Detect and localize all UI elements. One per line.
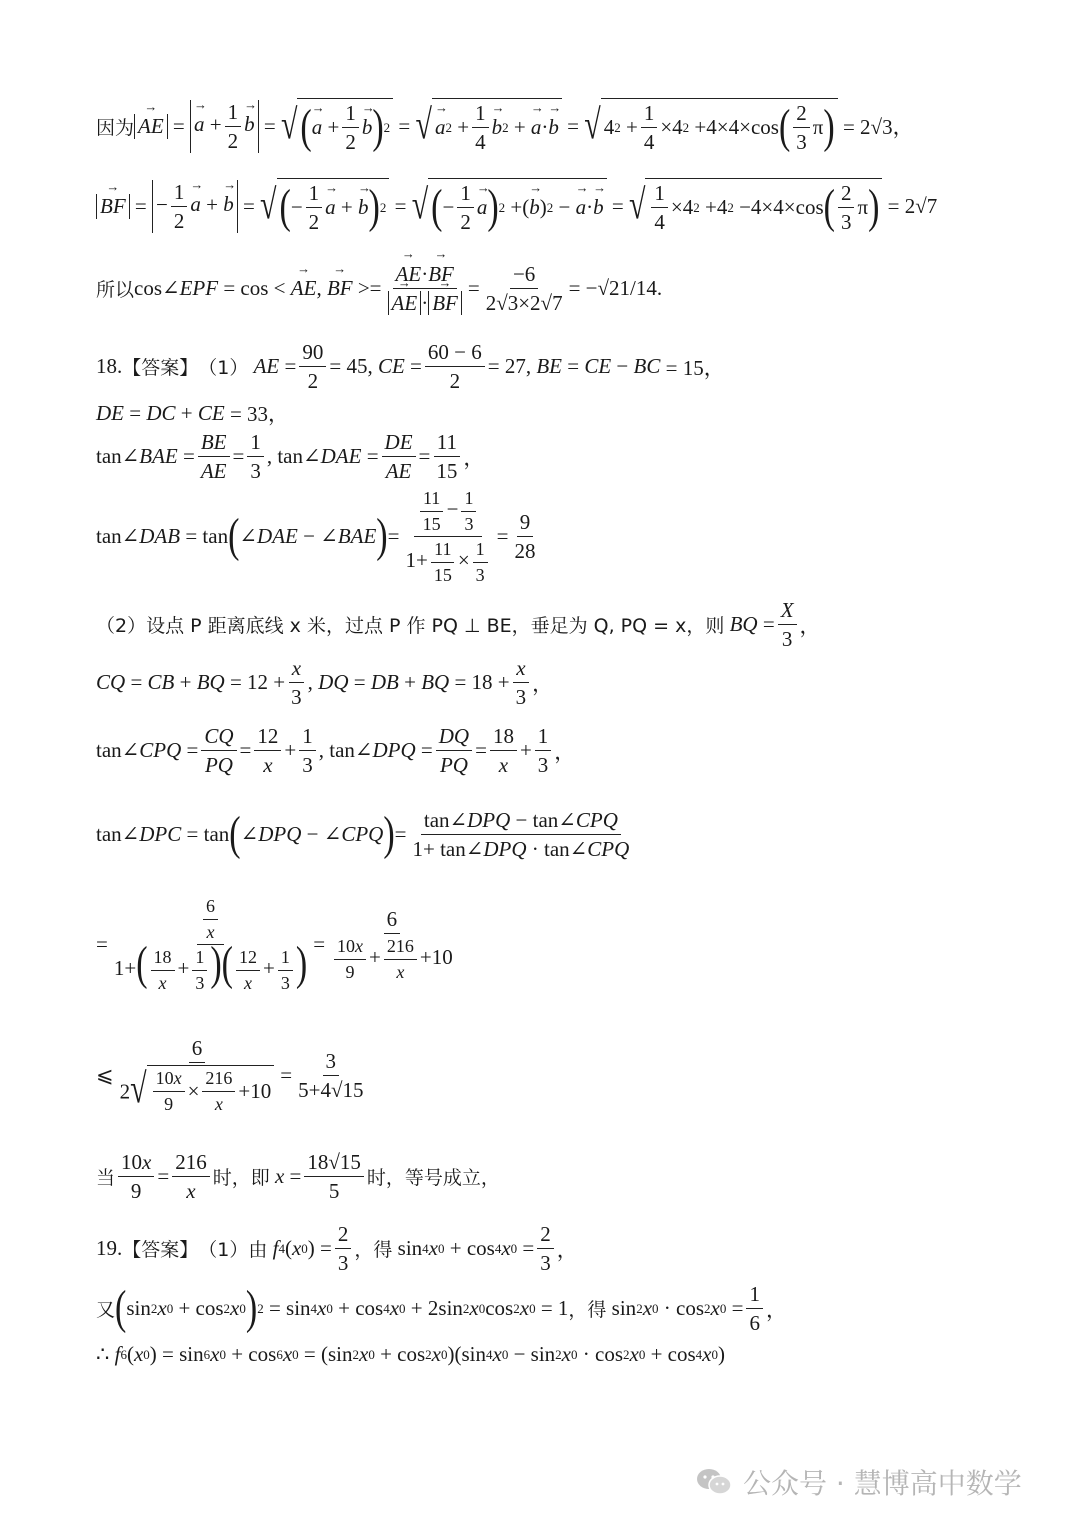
cq-dq-line: CQ = CB + BQ = 12 + $\frac{x}{3}$ , DQ = DB + BQ = 18 + $\frac{x}{3}$ ， xyxy=(96,656,554,710)
equality-condition-line: 当 $\frac{10x}{9}$ = $\frac{216}{x}$ 时，即 x = $\frac{18√15}{5}$ 时，等号成立， xyxy=(96,1150,500,1204)
watermark xyxy=(695,1462,1022,1502)
part2-line: （2）设点 P 距离底线 x 米，过点 P 作 PQ ⊥ BE，垂足为 Q, PQ = x，则 BQ = $\frac{X}{3}$ ， xyxy=(96,598,821,652)
equality-tail: 时，等号成立， xyxy=(366,1167,500,1190)
question-number: 18. xyxy=(96,354,123,379)
q19-header-line: 19. 【答案】 （1）由 f 4 ( x 0 ) = $\frac{2}{3}$ ，得 sin 4 x 0 + cos 4 x 0 = $\frac{2}{3}$ ， xyxy=(96,1222,578,1276)
when-label: 当 xyxy=(96,1167,116,1190)
tan-bae-line: tan∠ BAE = $\frac{BE}{AE}$ = $\frac{1}{3}$ , tan∠ DAE = $\frac{DE}{AE}$ = $\frac{11}{15}$ ， xyxy=(96,430,485,484)
de-line: DE = DC + CE = 33， xyxy=(96,400,290,426)
wechat-icon xyxy=(695,1467,733,1497)
identity-line: 又 ( sin 2 x 0 + cos 2 x 0 ) 2 = sin 4 x 0 + cos 4 x 0 + 2sin 2 x 0 cos 2 x 0 = 1 ，得 sin 2 x 0 · cos 2 x 0 = $\frac{1}{6}$ ， xyxy=(96,1282,787,1336)
watermark-text: 公众号 · 慧博高中数学 xyxy=(743,1467,1022,1500)
inequality-line: ⩽ 6 2 √ $\frac{10x}{9}$ × $\frac{216}{x}$ +10 = $\frac{3}{5+4√15}$ xyxy=(96,1036,364,1114)
ae-magnitude-line: 因为 → AE = → a + $\frac{1}{2}$ → b = √ ( → a + $\frac{1}{2}$ → b ) 2 = √ → a 2 + $\frac{1}{4}$ → b 2 + → a · → b = √ 4 2 + $\frac{1}{4}$ ×4 2 +4×4×cos ( $\frac{2}{3}$ π ) = 2√3， xyxy=(96,98,914,154)
ae-result: = 2√3， xyxy=(842,115,914,140)
part-label: （1） xyxy=(198,357,249,380)
part-label: （1）由 xyxy=(198,1239,268,1262)
tan-dab-line: tan∠ DAB = tan ( ∠ DAE − ∠ BAE ) = $\frac{11}{15}$ − $\frac{1}{3}$ 1+ $\frac{11}{15}$ × $\frac{1}{3}$ = $\frac{9}{28}$ xyxy=(96,488,536,586)
cos-epf-line: 所以 cos∠ EPF = cos < → AE , → BF >= → AE·→ BF → AE ·→ BF = $\frac{-6}{2√3\times 2√7}$ = −√21/14. xyxy=(96,262,662,315)
answer-tag: 【答案】 xyxy=(122,357,199,380)
f6-line: ∴ f 6 ( x 0 ) = sin 6 x 0 + cos 6 x 0 = (sin 2 x 0 + cos 2 x 0 )(sin 4 x 0 − sin 2 x 0 · cos 2 x 0 + cos 4 x 0 ) xyxy=(96,1342,725,1366)
got-label: ，得 xyxy=(354,1239,393,1262)
equality-text: 时，即 xyxy=(212,1167,270,1190)
simplify-line: = $\frac{6}{x}$ 1+( $\frac{18}{x}$ + $\frac{1}{3}$ )( $\frac{12}{x}$ + $\frac{1}{3}$ ) = 6 $\frac{10x}{9}$ + $\frac{216}{x}$ +10 xyxy=(96,896,453,994)
bf-magnitude-line: → BF = − $\frac{1}{2}$ → a + → b = √ ( − $\frac{1}{2}$ → a + → b ) 2 = √ ( − $\frac{1}{2}$ → a ) 2 +( → b ) 2 − → a · → b = √ $\frac{1}{4}$ ×4 2 +4 2 −4×4×cos ( $\frac{2}{3}$ π ) = 2√7 xyxy=(96,178,937,234)
line-prefix: 因为 xyxy=(96,116,135,139)
answer-tag: 【答案】 xyxy=(122,1239,199,1262)
tan-cpq-line: tan∠ CPQ = $\frac{CQ}{PQ}$ = $\frac{12}{x}$ + $\frac{1}{3}$ , tan∠ DPQ = $\frac{DQ}{PQ}$ = $\frac{18}{x}$ + $\frac{1}{3}$ ， xyxy=(96,724,576,778)
bf-result: = 2√7 xyxy=(887,193,938,218)
question-number: 19. xyxy=(96,1236,123,1261)
got2-label: ，得 xyxy=(568,1299,607,1322)
also-label: 又 xyxy=(96,1299,116,1322)
part2-text: （2）设点 P 距离底线 x 米，过点 P 作 PQ ⊥ BE，垂足为 Q, PQ = x，则 xyxy=(96,615,725,638)
tan-dpc-line: tan∠ DPC = tan ( ∠ DPQ − ∠ CPQ ) = $\frac{\text{tan∠DPQ − tan∠CPQ}}{\text{1+ tan∠DPQ · tan∠CPQ}}$ xyxy=(96,808,630,862)
cos-result: = −√21/14. xyxy=(568,276,663,301)
q18-header-line: 18. 【答案】 （1） AE = $\frac{90}{2}$ = 45, CE = $\frac{60 - 6}{2}$ = 27, BE = CE − BC = 15， xyxy=(96,340,725,394)
therefore-symbol: ∴ xyxy=(96,1342,110,1366)
line-prefix: 所以 xyxy=(96,279,135,302)
